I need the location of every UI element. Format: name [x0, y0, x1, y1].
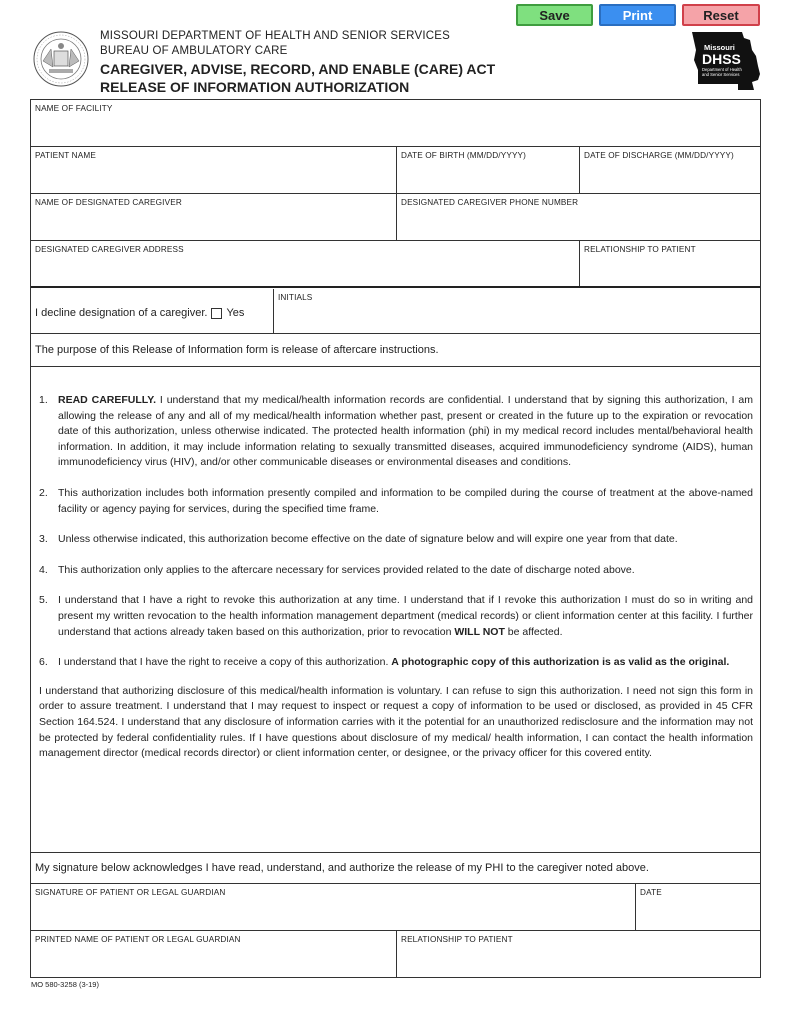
dhss-logo-icon: [690, 30, 762, 92]
facility-row: [31, 100, 760, 147]
date-of-birth-label: DATE OF BIRTH (MM/DD/YYYY): [401, 151, 527, 160]
decline-yes-label: Yes: [226, 307, 245, 319]
decline-text: I decline designation of a caregiver.: [35, 307, 208, 319]
acknowledgement-statement: My signature below acknowledges I have read, understand, and authorize the release of my PHI to the caregiver noted above.: [35, 862, 649, 874]
logo-text-dept: Department of Health: [702, 67, 742, 72]
form-header: [100, 29, 495, 96]
list-item: 2. This authorization includes both information presently compiled and information to be compiled during the course of treatment at the above-named facility or agency paying for services, during the specified time frame.: [39, 486, 753, 515]
caregiver-name-field[interactable]: [31, 194, 396, 240]
print-button[interactable]: Print: [599, 4, 676, 26]
list-item: 4. This authorization only applies to the aftercare necessary for services provided related to the date of discharge noted above.: [39, 563, 635, 576]
caregiver-name-label: NAME OF DESIGNATED CAREGIVER: [35, 198, 182, 207]
patient-name-label: PATIENT NAME: [35, 151, 96, 160]
date-of-discharge-label: DATE OF DISCHARGE (MM/DD/YYYY): [584, 151, 734, 160]
form-number: MO 580-3258 (3-19): [31, 980, 99, 989]
form-subtitle: RELEASE OF INFORMATION AUTHORIZATION: [100, 79, 410, 95]
address-row: [31, 241, 760, 288]
form-title: CAREGIVER, ADVISE, RECORD, AND ENABLE (CARE) ACT: [100, 61, 496, 77]
department-name: MISSOURI DEPARTMENT OF HEALTH AND SENIOR SERVICES: [100, 30, 450, 42]
list-item: 3. Unless otherwise indicated, this authorization become effective on the date of signature below and will expire one year from that date.: [39, 533, 678, 546]
caregiver-phone-field[interactable]: [396, 194, 760, 240]
decline-cell: [31, 289, 273, 333]
facility-label: NAME OF FACILITY: [35, 104, 113, 113]
list-item: 1. READ CAREFULLY. I understand that my medical/health information records are confidential. I understand that by signing this authorization, I am allowing the release of any and all of my medical/health information whether past, present or created in the future up to the expiration or revocation date of this authorization, unless otherwise indicated. The protected health information (phi) in my medical record includes mental/behavioral health information. In addition, it may include information relating to sexually transmitted diseases, acquired immunodeficiency syndrome (AIDS), human immunodeficiency virus (HIV), and/or other communicable diseases or environmental diseases and conditions.: [39, 394, 753, 469]
date-of-birth-field[interactable]: [396, 147, 579, 193]
date-label: DATE: [640, 888, 662, 897]
list-item: 6. I understand that I have the right to receive a copy of this authorization. A photographic copy of this authorization is as valid as the original.: [39, 656, 730, 669]
caregiver-address-field[interactable]: [31, 241, 579, 286]
relationship-field[interactable]: [579, 241, 760, 286]
patient-name-field[interactable]: [31, 147, 396, 193]
printed-name-label: PRINTED NAME OF PATIENT OR LEGAL GUARDIAN: [35, 935, 241, 944]
printed-name-row: [31, 931, 760, 978]
save-button[interactable]: Save: [516, 4, 593, 26]
relationship-label: RELATIONSHIP TO PATIENT: [584, 245, 696, 254]
list-item: 5. I understand that I have a right to revoke this authorization at any time. I understand that if I revoke this authorization I must do so in writing and present my written revocation to the health information management department (medical records) or client information center at this facility. I further understand that actions already taken based on this authorization, prior to revocation WILL NOT be affected.: [39, 594, 753, 638]
caregiver-address-label: DESIGNATED CAREGIVER ADDRESS: [35, 245, 184, 254]
signature-row: [31, 884, 760, 931]
decline-row: [31, 289, 760, 334]
initials-field[interactable]: [273, 289, 760, 333]
date-of-discharge-field[interactable]: [579, 147, 760, 193]
initials-label: INITIALS: [278, 293, 313, 302]
purpose-row: [31, 334, 760, 367]
form-toolbar: [516, 4, 760, 26]
release-form: [30, 99, 761, 978]
signature-label: SIGNATURE OF PATIENT OR LEGAL GUARDIAN: [35, 888, 226, 897]
purpose-statement: The purpose of this Release of Information form is release of aftercare instructions.: [35, 344, 439, 356]
relationship-to-patient-field[interactable]: [396, 931, 760, 978]
logo-text-dhss: DHSS: [702, 51, 741, 67]
printed-name-field[interactable]: [31, 931, 396, 978]
logo-text-services: and Senior Services: [702, 72, 740, 77]
date-field[interactable]: [635, 884, 760, 930]
closing-paragraph: I understand that authorizing disclosure of this medical/health information is voluntary. I can refuse to sign this authorization. I need not sign this form in order to assure treatment. I understand that I may request to inspect or request a copy of information to be used or disclosed, as provided in 45 CFR Section 164.524. I understand that any disclosure of information carries with it the potential for an unauthorized redisclosure and the information may not be protected by federal confidentiality rules. If I have questions about disclosure of my medical/ health information, I can contact the health information management director (medical records director) or client information center, or designee, or the privacy officer for this covered entity.: [39, 684, 753, 760]
bureau-name: BUREAU OF AMBULATORY CARE: [100, 45, 288, 57]
logo-text-missouri: Missouri: [704, 43, 735, 52]
signature-field[interactable]: [31, 884, 635, 930]
reset-button[interactable]: Reset: [682, 4, 760, 26]
decline-statement: [35, 307, 244, 319]
caregiver-row: [31, 194, 760, 241]
relationship-to-patient-label: RELATIONSHIP TO PATIENT: [401, 935, 513, 944]
acknowledgement-row: [31, 853, 760, 884]
patient-row: [31, 147, 760, 194]
decline-yes-checkbox[interactable]: [211, 308, 222, 319]
caregiver-phone-label: DESIGNATED CAREGIVER PHONE NUMBER: [401, 198, 579, 207]
missouri-state-seal-icon: [33, 31, 89, 87]
authorization-terms: [31, 367, 760, 853]
facility-field[interactable]: [31, 100, 760, 146]
